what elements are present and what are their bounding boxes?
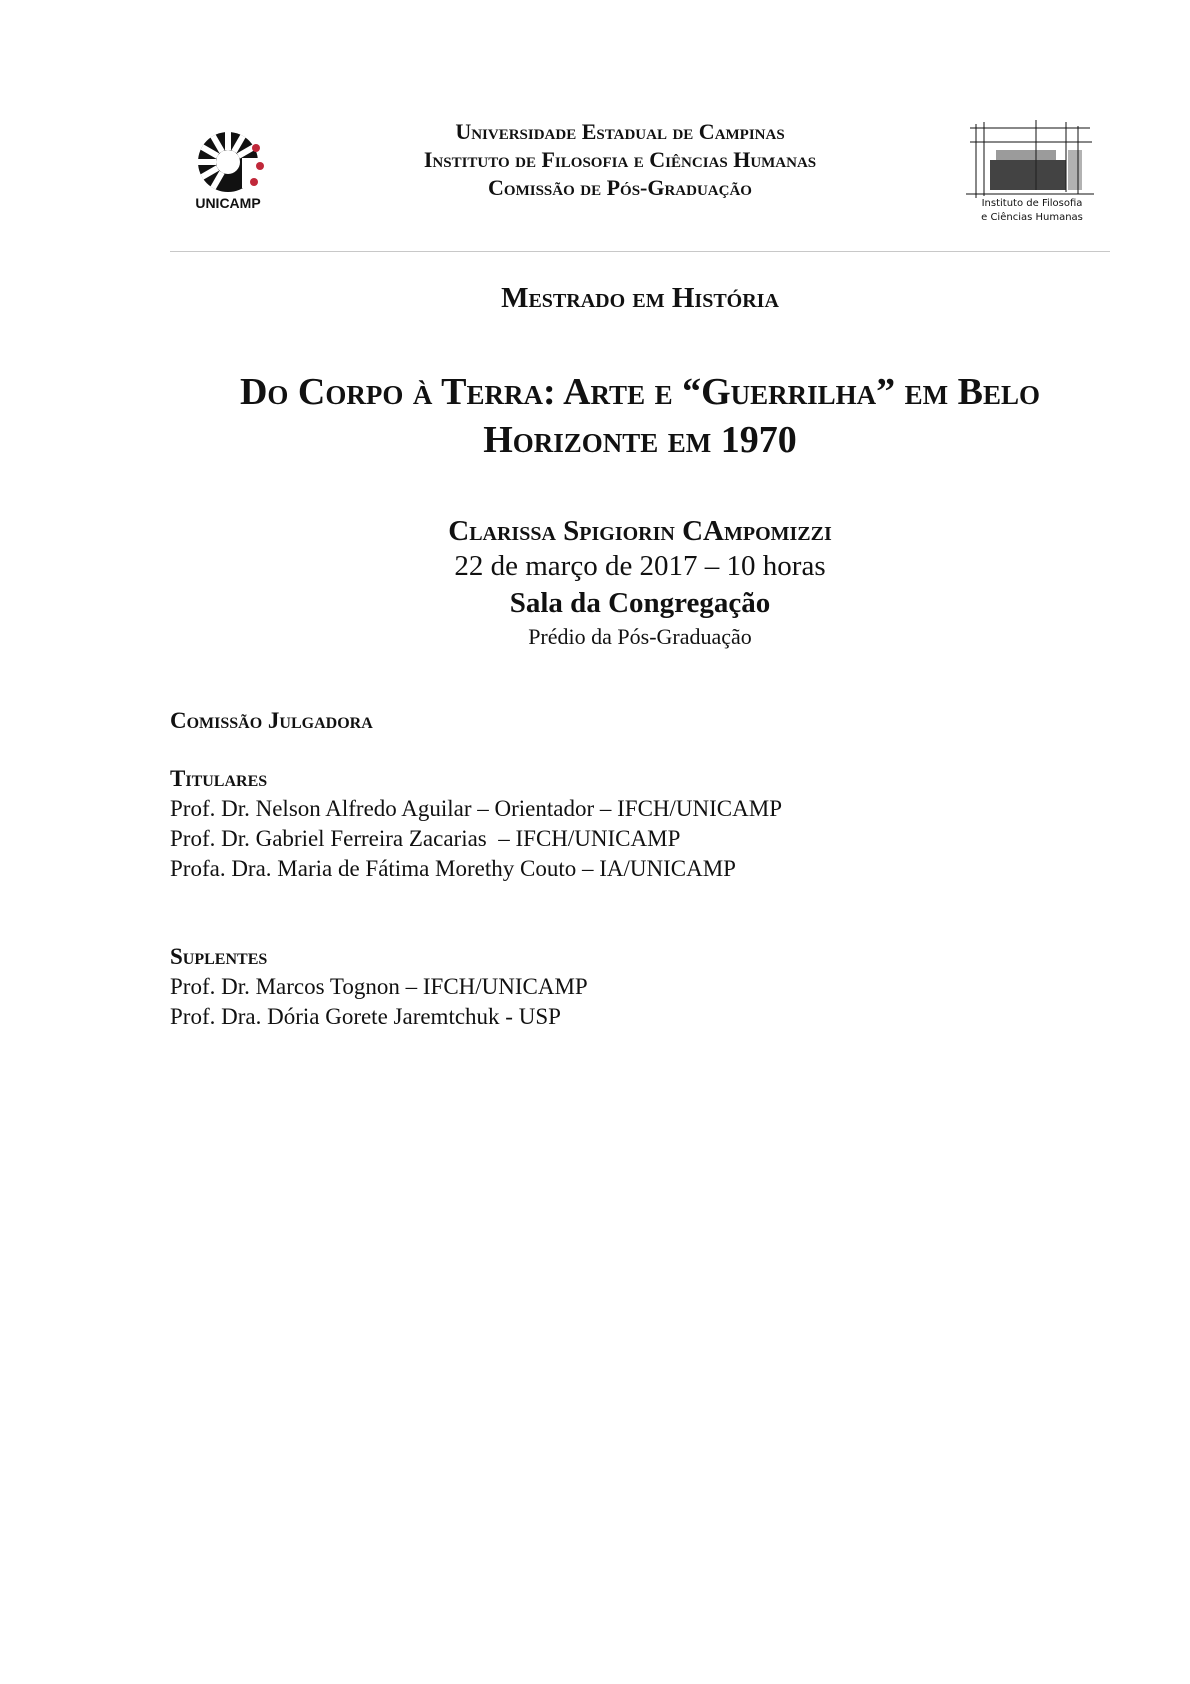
defense-room: Sala da Congregação — [509, 587, 771, 619]
ifch-logo — [966, 120, 1096, 226]
committee-member: Prof. Dr. Gabriel Ferreira Zacarias – IFCH/UNICAMP — [170, 826, 681, 851]
dissertation-title — [170, 368, 1110, 464]
committee-member: Prof. Dr. Nelson Alfredo Aguilar – Orientador – IFCH/UNICAMP — [170, 796, 783, 821]
suplentes-heading: Suplentes — [170, 944, 268, 969]
defense-building: Prédio da Pós-Graduação — [528, 624, 752, 649]
defense-date: 22 de março de 2017 – 10 horas — [454, 550, 826, 582]
unicamp-logo — [180, 118, 276, 214]
committee-member: Prof. Dra. Dória Gorete Jaremtchuk - USP — [170, 1004, 561, 1029]
defense-info — [340, 514, 940, 652]
examining-committee — [170, 706, 1110, 1032]
header-divider — [170, 251, 1110, 252]
committee-member: Profa. Dra. Maria de Fátima Morethy Couto – IA/UNICAMP — [170, 856, 736, 881]
header-university: Universidade Estadual de Campinas — [455, 119, 785, 144]
titulares-heading: Titulares — [170, 766, 268, 791]
ifch-logo-label-2: e Ciências Humanas — [981, 212, 1083, 223]
header-commission: Comissão de Pós-Graduação — [488, 175, 752, 200]
ifch-logo-label-1: Instituto de Filosofia — [981, 198, 1083, 209]
degree-heading: Mestrado em História — [501, 282, 779, 314]
title-line-1: Do Corpo à Terra: Arte e “Guerrilha” em Belo — [239, 371, 1041, 413]
committee-member: Prof. Dr. Marcos Tognon – IFCH/UNICAMP — [170, 974, 588, 999]
student-name: Clarissa Spigiorin CAmpomizzi — [448, 515, 832, 547]
header-institute: Instituto de Filosofia e Ciências Humanas — [423, 147, 817, 172]
unicamp-logo-label: UNICAMP — [195, 195, 261, 211]
institution-header — [300, 118, 940, 202]
committee-heading: Comissão Julgadora — [170, 708, 373, 733]
title-line-2: Horizonte em 1970 — [483, 419, 797, 461]
